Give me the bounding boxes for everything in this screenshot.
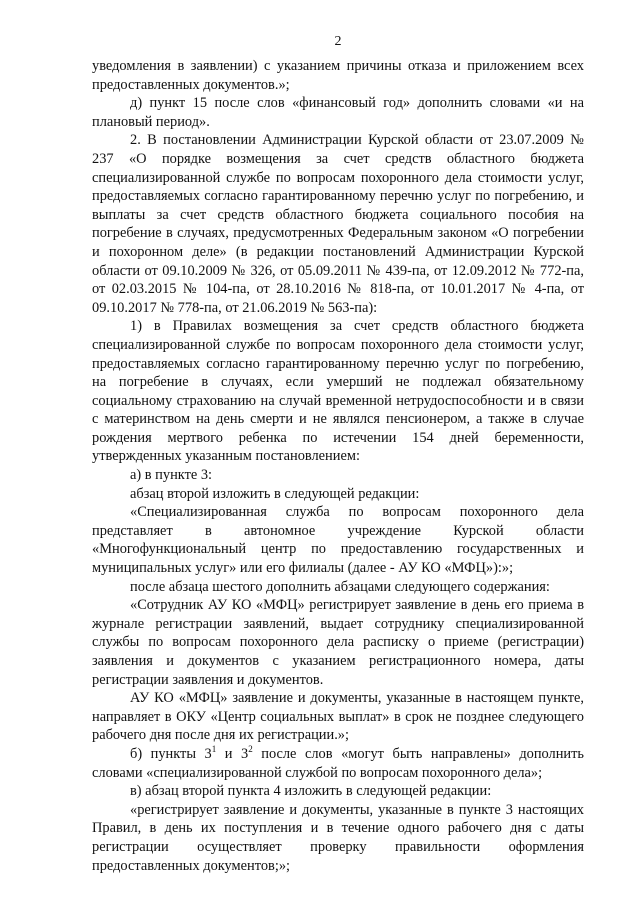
- paragraph: «регистрирует заявление и документы, указанные в пункте 3 настоящих Правил, в день их поступления и в течение одного рабочего дня с даты регистрации осуществляет проверку правильности оформления предоставленных документов;»;: [92, 801, 584, 874]
- item-b-text-3: после слов «могут быть направлены» дополнить словами «специализированной службой по вопросам похоронного дела»;: [92, 745, 584, 781]
- paragraph: 2. В постановлении Администрации Курской области от 23.07.2009 № 237 «О порядке возмещения за счет средств областного бюджета специализированной службе по вопросам похоронного дела стоимости услуг, предоставляемых согласно гарантированному перечню услуг по погребению, и выплаты за счет средств областного бюджета социального пособия на погребение в случаях, предусмотренных Федеральным законом «О погребении и похоронном деле» (в редакции постановлений Администрации Курской области от 09.10.2009 № 326, от 05.09.2011 № 439-па, от 12.09.2012 № 772-па, от 02.03.2015 № 104-па, от 28.10.2016 № 818-па, от 10.01.2017 № 4-па, от 09.10.2017 № 778-па, от 21.06.2019 № 563-па):: [92, 132, 584, 316]
- paragraph: а) в пункте 3:: [130, 467, 213, 484]
- paragraph: абзац второй изложить в следующей редакции:: [130, 485, 420, 502]
- superscript: 1: [211, 744, 217, 755]
- paragraph: 1) в Правилах возмещения за счет средств областного бюджета специализированной службе по вопросам похоронного дела стоимости услуг, предоставляемых согласно гарантированному перечню услуг по погребению, на погребение в случаях, если умерший не подлежал обязательному социальному страхованию на случай временной нетрудоспособности и в связи с материнством на день смерти и не являлся пенсионером, а также в случае рождения мертвого ребенка по истечении 154 дней беременности, утвержденных указанным постановлением:: [92, 318, 584, 465]
- document-body: [92, 57, 584, 875]
- paragraph: уведомления в заявлении) с указанием причины отказа и приложением всех предоставленных документов.»;: [92, 58, 584, 93]
- paragraph: «Специализированная служба по вопросам похоронного дела представляет в автономное учреждение Курской области «Многофункциональный центр по предоставлению государственных и муниципальных услуг» или его филиалы (далее - АУ КО «МФЦ»):»;: [92, 504, 584, 577]
- paragraph: д) пункт 15 после слов «финансовый год» дополнить словами «и на плановый период».: [92, 95, 584, 130]
- paragraph: после абзаца шестого дополнить абзацами следующего содержания:: [130, 578, 550, 595]
- item-b-text-1: б) пункты 3: [130, 745, 212, 762]
- paragraph: «Сотрудник АУ КО «МФЦ» регистрирует заявление в день его приема в журнале регистрации заявлений, выдает сотруднику специализированной службы по вопросам похоронного дела расписку о приеме (регистрации) заявления и документов с указанием регистрационного номера, даты регистрации заявления и документов.: [92, 597, 584, 688]
- page-number: 2: [334, 34, 342, 49]
- item-b-text-2: и 3: [216, 745, 249, 762]
- paragraph: АУ КО «МФЦ» заявление и документы, указанные в настоящем пункте, направляет в ОКУ «Центр социальных выплат» в срок не позднее следующего рабочего дня после дня их регистрации.»;: [92, 690, 584, 744]
- paragraph-item-b: [92, 745, 584, 782]
- superscript: 2: [248, 744, 253, 755]
- paragraph: в) абзац второй пункта 4 изложить в следующей редакции:: [130, 783, 492, 800]
